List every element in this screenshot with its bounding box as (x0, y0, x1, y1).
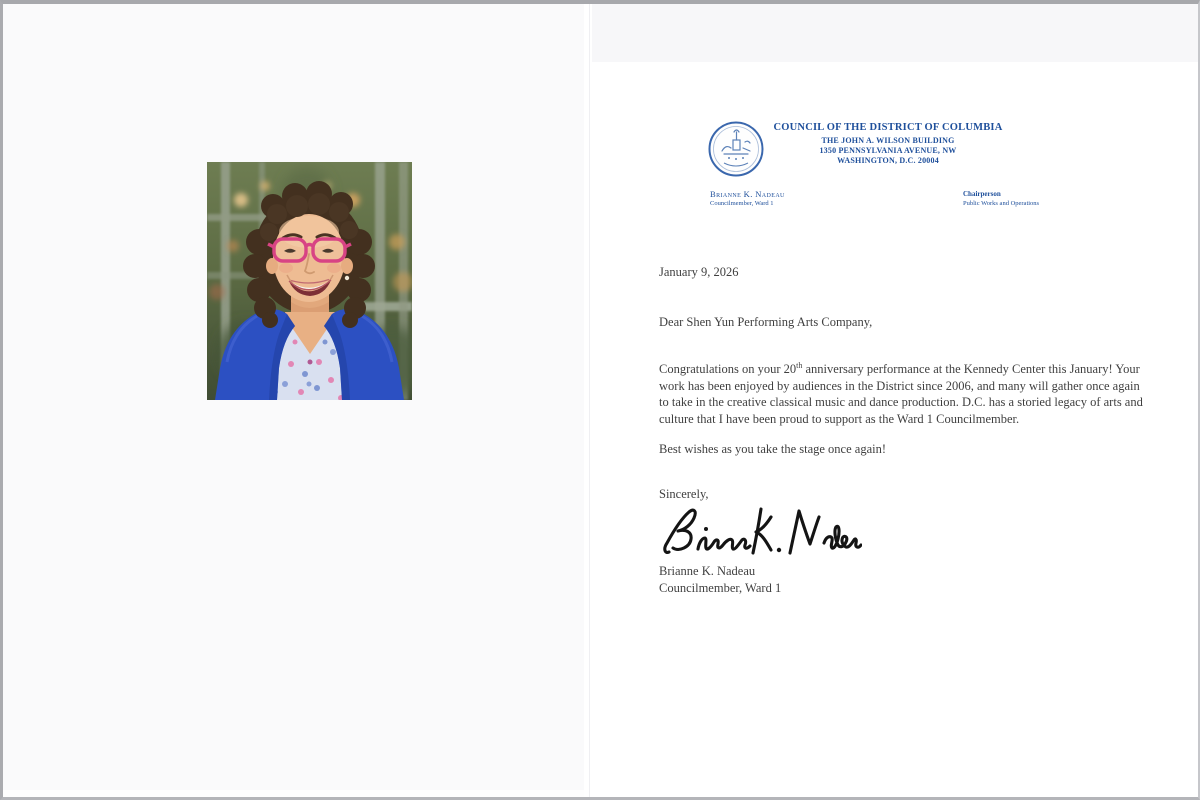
paragraph1-post: anniversary performance at the Kennedy Center this January! Your work has been enjoyed by audiences in the District since 2006, and many will gather once again to take in the creative classical music and dance production. D.C. has a storied legacy of arts and culture that I have been proud to support as the Ward 1 Councilmember. (659, 362, 1143, 426)
letter-date: January 9, 2026 (659, 265, 739, 279)
paragraph1-ordinal: th (796, 360, 803, 370)
letterhead (738, 121, 1038, 166)
cheek-right (327, 263, 341, 273)
page-top-margin-band (592, 4, 1198, 62)
letterhead-member-name: Brianne K. Nadeau (710, 189, 785, 199)
letterhead-member-title: Councilmember, Ward 1 (710, 200, 774, 207)
panel-divider (589, 4, 590, 797)
body-paragraph-2: Best wishes as you take the stage once again! (659, 442, 887, 456)
letterhead-chair-role: Chairperson (963, 190, 1001, 198)
letterhead-chair-committee: Public Works and Operations (963, 200, 1040, 207)
paragraph1-pre: Congratulations on your 20 (659, 362, 797, 376)
letterhead-building: THE JOHN A. WILSON BUILDING (821, 136, 955, 145)
signature-block (659, 563, 1143, 596)
body-paragraph-1 (659, 361, 1143, 427)
ear-right (341, 258, 353, 274)
signer-name: Brianne K. Nadeau (659, 564, 756, 578)
signer-title: Councilmember, Ward 1 (659, 580, 782, 595)
cheek-left (279, 263, 293, 273)
letterhead-org: COUNCIL OF THE DISTRICT OF COLUMBIA (773, 122, 1003, 133)
portrait-photo (207, 162, 412, 400)
pearl-earring (345, 276, 349, 280)
left-panel (3, 4, 584, 797)
letter-closing: Sincerely, (659, 487, 709, 501)
ear-left (266, 258, 278, 274)
letter-pane (584, 4, 1198, 797)
letterhead-city: WASHINGTON, D.C. 20004 (837, 156, 939, 165)
handwritten-signature (662, 502, 862, 560)
letterhead-member-block (710, 189, 785, 208)
letterhead-street: 1350 PENNSYLVANIA AVENUE, NW (819, 146, 957, 155)
letter-salutation: Dear Shen Yun Performing Arts Company, (659, 315, 873, 329)
left-bottom-strip (3, 790, 584, 797)
letterhead-chair-block (963, 189, 1039, 208)
